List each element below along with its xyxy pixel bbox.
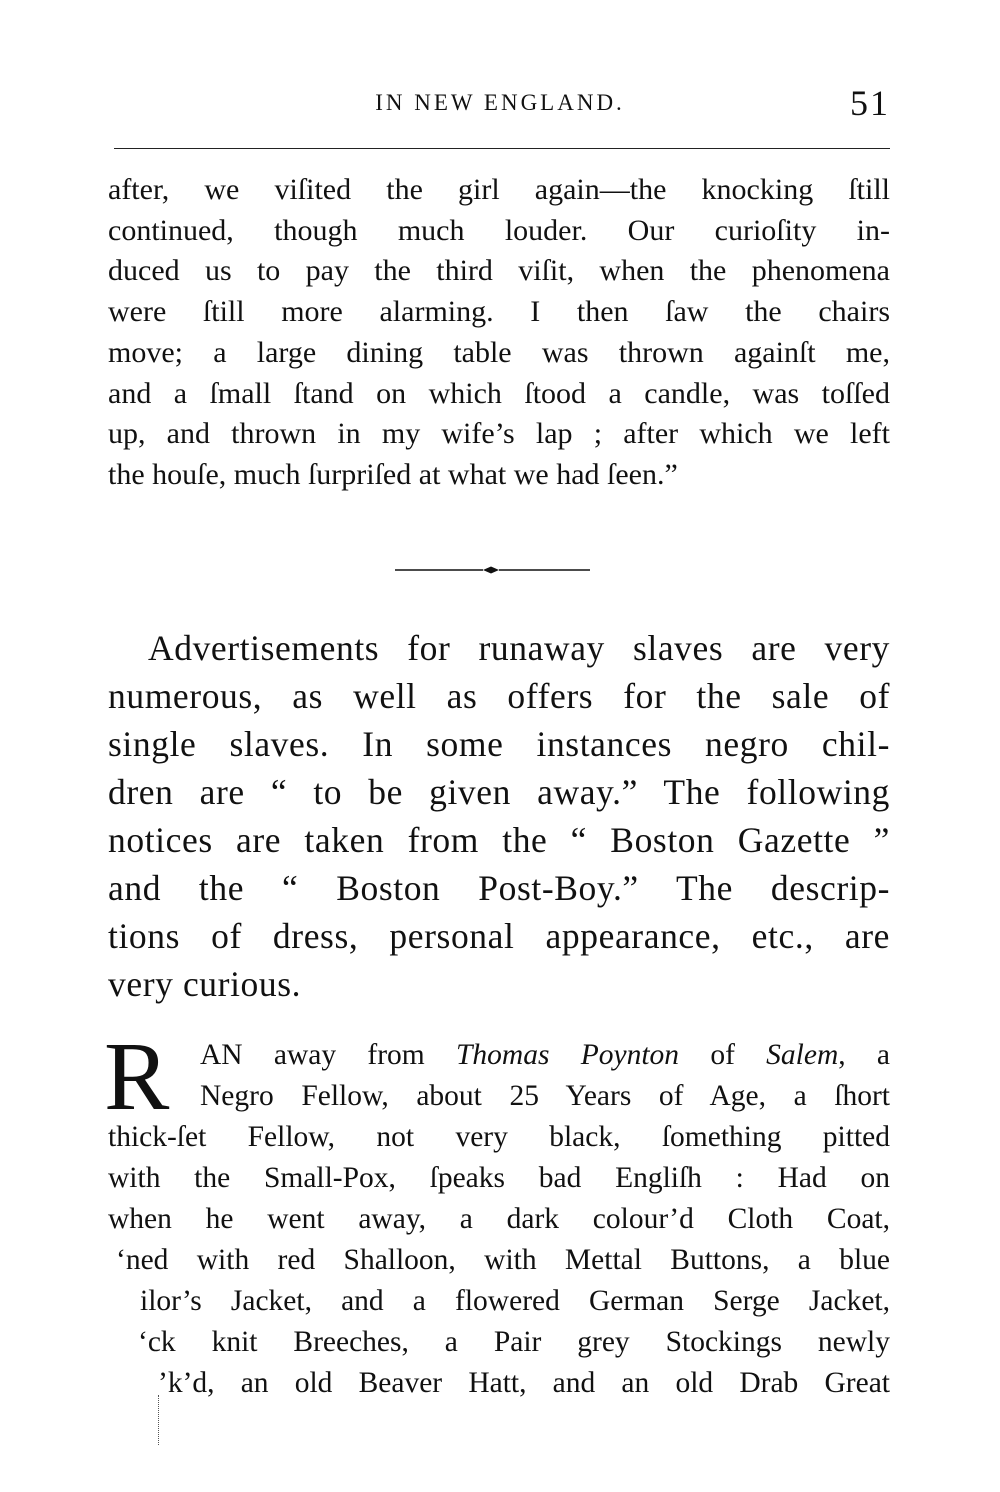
text-line: duced us to pay the third viſit, when the phenomena — [108, 254, 890, 288]
text-line: dren are “ to be given away.” The following — [108, 772, 890, 812]
text-line: and the “ Boston Post-Boy.” The descrip- — [108, 868, 890, 908]
main-paragraph — [108, 624, 890, 1008]
text-fragment: , a — [838, 1039, 891, 1071]
text-line — [108, 1035, 890, 1076]
quote-paragraph — [108, 170, 890, 496]
text-line: were ſtill more alarming. I then ſaw the chairs — [108, 295, 890, 329]
advertisement-notice — [104, 1023, 891, 1404]
running-head — [110, 82, 890, 132]
text-line: after, we viſited the girl again—the knocking ſtill — [108, 173, 890, 206]
text-line: move; a large dining table was thrown againſt me, — [108, 335, 890, 369]
running-title: IN NEW ENGLAND. — [375, 90, 625, 115]
text-line: the houſe, much ſurpriſed at what we had ſeen.” — [108, 457, 678, 491]
person-name: Thomas Poynton — [456, 1039, 680, 1071]
page-number: 51 — [850, 83, 890, 123]
text-line: numerous, as well as offers for the sale of — [108, 676, 890, 716]
text-line: very curious. — [108, 964, 302, 1004]
text-line: when he went away, a dark colour’d Cloth Coat, — [108, 1203, 890, 1235]
text-line: ‘ck knit Breeches, a Pair grey Stockings newly — [138, 1326, 890, 1358]
text-line: with the Small-Pox, ſpeaks bad Engliſh : Had on — [108, 1162, 890, 1194]
text-line: ilor’s Jacket, and a flowered German Serge Jacket, — [140, 1285, 890, 1317]
text-line: Negro Fellow, about 25 Years of Age, a ſhort — [200, 1080, 890, 1112]
text-line: up, and thrown in my wife’s lap ; after which we left — [108, 417, 890, 451]
text-line: and a ſmall ſtand on which ſtood a candle, was toſſed — [108, 376, 890, 410]
drop-cap: R — [104, 1023, 170, 1131]
page-edge-mark — [158, 1395, 165, 1445]
text-fragment: AN away from — [200, 1039, 457, 1071]
text-line: continued, though much louder. Our curioſity in- — [108, 213, 890, 247]
text-line: tions of dress, personal appearance, etc., are — [108, 916, 890, 956]
place-name: Salem — [766, 1039, 839, 1071]
text-line: ’k’d, an old Beaver Hatt, and an old Drab Great — [158, 1367, 890, 1399]
text-line: thick-ſet Fellow, not very black, ſomething pitted — [108, 1121, 890, 1153]
text-fragment: of — [679, 1039, 767, 1071]
text-line: ‘ned with red Shalloon, with Mettal Buttons, a blue — [116, 1244, 890, 1276]
text-line: notices are taken from the “ Boston Gazette ” — [108, 820, 890, 860]
text-line: Advertisements for runaway slaves are very — [148, 628, 890, 668]
section-divider-ornament — [395, 565, 590, 575]
text-line: single slaves. In some instances negro chil- — [108, 724, 890, 764]
header-rule — [114, 148, 890, 149]
